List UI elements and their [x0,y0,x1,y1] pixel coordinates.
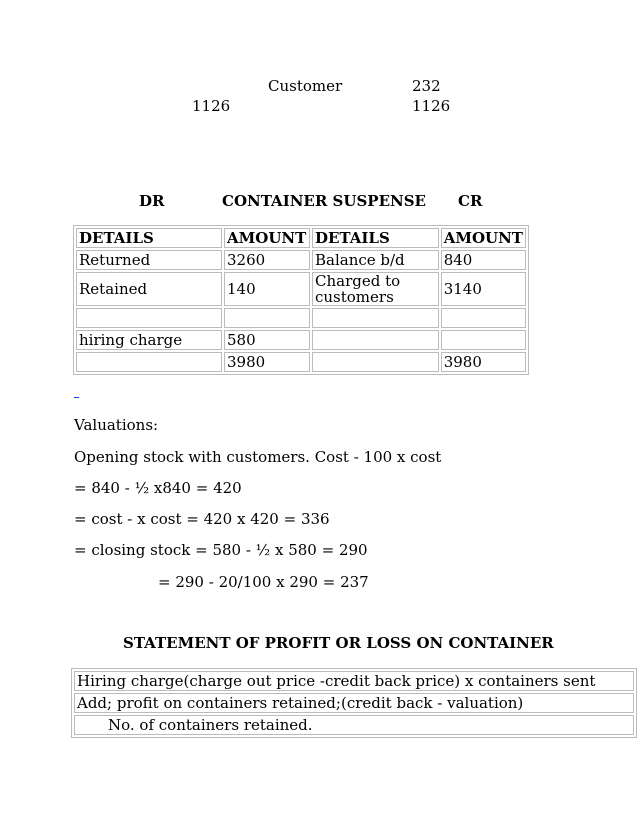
table-row [76,250,526,270]
cell [312,352,439,372]
cell [76,352,222,372]
cell: Charged to customers [312,272,439,306]
statement-cell: Add; profit on containers retained;(credit back - valuation) [74,693,634,713]
cell: 3980 [224,352,310,372]
cell: 840 [441,250,526,270]
cell [224,308,310,328]
table-row [76,352,526,372]
statement-table [71,668,637,738]
statement-cell: Hiring charge(charge out price -credit back price) x containers sent [74,671,634,691]
account-title: CONTAINER SUSPENSE [222,192,426,210]
statement-cell: No. of containers retained. [74,715,634,735]
cell [441,330,526,350]
table-header-row [76,228,526,248]
valuation-line: = 840 - ½ x840 = 420 [74,479,242,497]
statement-title: STATEMENT OF PROFIT OR LOSS ON CONTAINER [123,634,554,652]
cr-label: CR [458,192,483,210]
cell [312,330,439,350]
cell: Retained [76,272,222,306]
cell [312,308,439,328]
valuation-line: = 290 - 20/100 x 290 = 237 [158,573,369,591]
dr-label: DR [139,192,165,210]
cell: 3260 [224,250,310,270]
table-row [74,715,634,735]
cell: 140 [224,272,310,306]
customer-value: 232 [412,77,441,95]
total-left: 1126 [192,97,231,115]
header-amount-cr: AMOUNT [441,228,526,248]
table-row [74,671,634,691]
valuation-line: Opening stock with customers. Cost - 100 x cost [74,448,442,466]
table-row [76,308,526,328]
customer-label: Customer [268,77,343,95]
table-row [74,693,634,713]
cell: 580 [224,330,310,350]
table-row [76,272,526,306]
valuations-heading: Valuations: [74,416,159,434]
cell: Returned [76,250,222,270]
cell: Balance b/d [312,250,439,270]
valuation-line: = cost - x cost = 420 x 420 = 336 [74,510,330,528]
cell: 3140 [441,272,526,306]
header-amount-dr: AMOUNT [224,228,310,248]
cell [441,308,526,328]
total-right: 1126 [412,97,451,115]
cell [76,308,222,328]
table-row [76,330,526,350]
container-suspense-table [73,225,529,375]
valuation-line: = closing stock = 580 - ½ x 580 = 290 [74,541,368,559]
header-details-cr: DETAILS [312,228,439,248]
cell: hiring charge [76,330,222,350]
header-details-dr: DETAILS [76,228,222,248]
cell: 3980 [441,352,526,372]
link-mark[interactable] [74,397,79,398]
